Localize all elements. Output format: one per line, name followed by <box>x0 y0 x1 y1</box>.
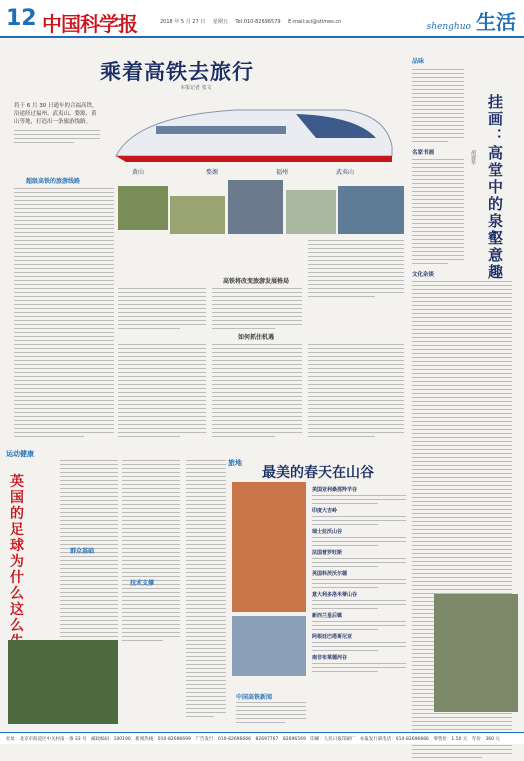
travel-spot: 美国亚利桑那羚羊谷 <box>312 487 358 493</box>
feature-lead: 将于 6 月 30 日通车的合福高铁，沿途经过福州、武夷山、婺源、黄山等地，打造出一条旅游线路。 <box>14 103 98 125</box>
article-text <box>308 240 404 300</box>
photo-valley <box>232 616 306 676</box>
train-illustration <box>96 86 396 180</box>
travel-spot: 阿根廷巴塔哥尼亚 <box>312 634 353 640</box>
photo-antelope-canyon <box>232 482 306 612</box>
page-number: 12 <box>6 6 37 31</box>
right-column-tag: 品味 <box>412 58 425 65</box>
vertical-byline: 胡建华 <box>470 150 476 165</box>
header-email: E-mail:sci@stimes.cn <box>288 19 342 25</box>
sports-title: 英国的足球为什么这么 <box>10 474 24 634</box>
feature-title: 乘着高铁去旅行 <box>100 60 254 84</box>
travel-spot: 法国普罗旺斯 <box>312 550 343 556</box>
article-text <box>312 663 406 672</box>
issue-weekday: 星期五 <box>212 19 228 25</box>
article-text <box>312 600 406 609</box>
side-heading: 文化杂谈 <box>412 272 435 278</box>
article-text <box>312 621 406 630</box>
photo-football <box>8 640 118 724</box>
article-text <box>308 344 404 440</box>
sports-subheading: 群众基础 <box>70 548 95 555</box>
map-label: 黄山 <box>132 169 145 176</box>
article-text <box>118 288 206 332</box>
article-text <box>186 460 226 720</box>
travel-spot: 南非布莱德河谷 <box>312 655 348 661</box>
travel-spot: 英国科茨沃尔德 <box>312 571 348 577</box>
section-name-en: shenghuo <box>426 22 471 32</box>
article-text <box>312 642 406 651</box>
side-heading: 名家书画 <box>412 150 435 156</box>
sports-tag: 运动健康 <box>6 450 34 458</box>
photo-painting <box>434 594 518 712</box>
travel-spot: 印度大吉岭 <box>312 508 338 514</box>
issue-date: 2018 年 5 月 27 日 <box>160 19 206 25</box>
section-name-cn: 生活 <box>476 10 516 34</box>
travel-spot-list <box>312 484 406 675</box>
article-text <box>14 188 114 440</box>
header-meta <box>160 18 347 25</box>
section-heading: 如何抓住机遇 <box>237 334 274 341</box>
photo-wuyuan <box>170 196 225 234</box>
vertical-title: 挂画：高堂中的泉壑意趣 <box>486 94 504 281</box>
photo-lake <box>338 186 404 234</box>
travel-spot: 意大利多洛米蒂山谷 <box>312 592 358 598</box>
section-heading: 超级高铁的旅游线路 <box>26 178 81 185</box>
article-text <box>212 344 302 440</box>
article-text <box>312 495 406 504</box>
article-text <box>312 516 406 525</box>
map-label: 婺源 <box>206 169 219 176</box>
article-text <box>122 460 180 644</box>
travel-spot: 新西兰皇后镇 <box>312 613 343 619</box>
map-labels <box>132 168 354 176</box>
header-tel: Tel:010-82696579 <box>235 19 281 25</box>
section-logo <box>427 6 516 35</box>
travel-tag: 旅地 <box>228 459 242 467</box>
article-text <box>212 288 302 332</box>
travel-news-heading: 中国高铁新闻 <box>236 694 273 701</box>
sports-subheading: 技术支撑 <box>130 580 155 587</box>
article-text <box>236 702 306 726</box>
article-text <box>412 159 464 264</box>
article-text <box>312 558 406 567</box>
article-text <box>312 579 406 588</box>
article-text <box>118 344 206 440</box>
page-header <box>0 0 524 38</box>
lead-text <box>14 130 100 146</box>
section-heading: 高铁将改变旅游发展格局 <box>222 278 289 285</box>
photo-fuzhou <box>286 190 336 234</box>
map-label: 福州 <box>276 169 289 176</box>
article-text <box>312 537 406 546</box>
map-label: 武夷山 <box>336 169 355 176</box>
page-footer: 社址：北京市海淀区中关村南一条 33 号 邮政编码：100190 新闻热线：010-82696699 广告发行：010-82696666 82697767 82696569 印刷：人民日报印刷厂 本报发行部电话：010-82696666 零售价：1.50 元 年价：360 元 <box>0 732 524 744</box>
travel-spot: 瑞士拉沃山谷 <box>312 529 343 535</box>
travel-title: 最美的春天在山谷 <box>262 465 374 481</box>
photo-wuyishan <box>118 186 168 230</box>
photo-huangshan <box>228 180 283 234</box>
article-text <box>412 69 464 142</box>
feature-byline: 本报记者 张文 <box>180 85 212 91</box>
masthead: 中国科学报 <box>42 12 137 36</box>
